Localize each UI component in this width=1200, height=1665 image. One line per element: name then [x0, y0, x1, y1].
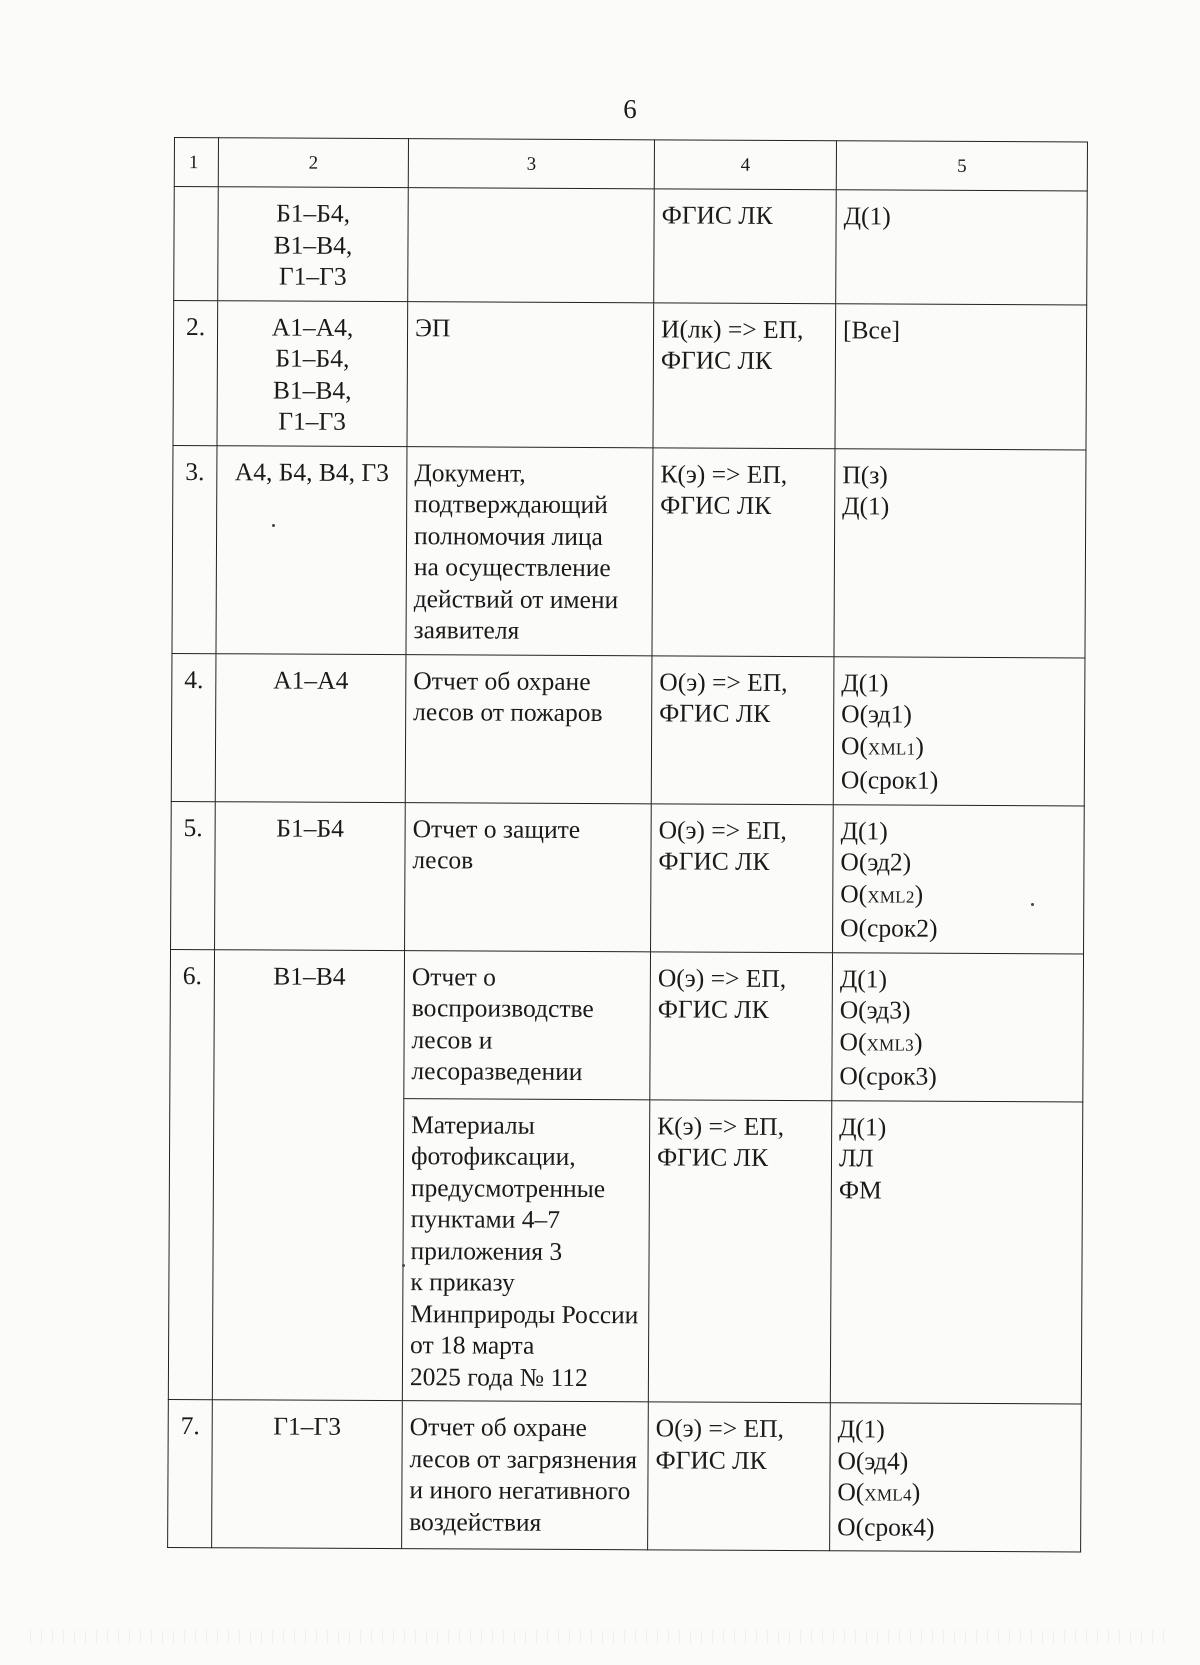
cell-line: О(срок3) — [839, 1061, 937, 1091]
cell-line: Минприроды России — [410, 1298, 639, 1329]
table-row — [171, 801, 1085, 953]
requirement-cell — [832, 952, 1084, 1101]
requirement-cell — [830, 1100, 1082, 1404]
cell-line: ФГИС ЛК — [655, 1444, 767, 1475]
cell-line: лесов и — [411, 1024, 493, 1055]
cell-line: заявителя — [413, 615, 520, 645]
cell-line: В1–В4, — [272, 374, 352, 405]
method-cell — [652, 447, 835, 656]
cell-line: О(э) => ЕП, — [655, 1413, 785, 1443]
text-fragment: ) — [913, 1027, 923, 1057]
table-row — [174, 187, 1088, 305]
requirements-table — [167, 137, 1088, 1552]
table-row — [171, 653, 1085, 805]
category-cell — [212, 949, 404, 1400]
method-cell — [648, 1402, 831, 1551]
cell-line: П(з) — [842, 459, 888, 489]
cell-line: Б1–Б4, — [276, 198, 351, 228]
cell-line: Д(1) — [842, 491, 890, 521]
cell-line: фотофиксации, — [410, 1141, 576, 1171]
category-cell — [215, 801, 406, 950]
document-cell — [407, 301, 654, 447]
cell-line: Д(1) — [839, 1111, 887, 1141]
requirement-cell — [834, 448, 1086, 657]
cell-line: А1–А4, — [271, 311, 354, 342]
cell-line — [840, 878, 1076, 914]
cell-line: Д(1) — [837, 1414, 885, 1444]
category-cell — [212, 1400, 403, 1549]
xml-subscript: XML4 — [864, 1485, 912, 1505]
xml-subscript: XML2 — [867, 886, 915, 907]
cell-line: ЛЛ — [838, 1143, 874, 1173]
cell-line: Отчет о защите — [412, 813, 581, 844]
cell-line: 2025 года № 112 — [409, 1361, 588, 1392]
cell-line: подтверждающий — [414, 489, 608, 520]
cell-line: Г1–Г3 — [273, 1411, 342, 1441]
cell-line: лесов от загрязнения — [409, 1443, 638, 1474]
document-cell — [405, 802, 652, 951]
cell-line: к приказу — [410, 1267, 515, 1297]
cell-line — [839, 1026, 1075, 1062]
method-cell — [653, 302, 836, 448]
row-number-cell: 6. — [168, 949, 214, 1400]
requirement-cell — [836, 190, 1088, 305]
cell-line: ФГИС ЛК — [657, 994, 769, 1024]
cell-line: ФГИС ЛК — [658, 846, 770, 876]
text-fragment: О( — [840, 878, 868, 908]
method-cell — [650, 951, 833, 1100]
cell-line: и иного негативного — [409, 1475, 631, 1506]
cell-line: ФГИС ЛК — [660, 345, 772, 375]
cell-line: ФГИС ЛК — [656, 1142, 769, 1172]
cell-line: ФМ — [838, 1174, 882, 1204]
cell-line: Г1–Г3 — [278, 261, 347, 291]
table-row — [170, 949, 1084, 1101]
cell-line — [837, 1476, 1073, 1512]
cell-line: О(эд4) — [837, 1445, 909, 1476]
requirement-cell — [830, 1403, 1082, 1552]
cell-line: действий от имени — [413, 583, 619, 614]
cell-line: О(э) => ЕП, — [658, 814, 787, 845]
cell-line: лесов от пожаров — [413, 697, 603, 728]
text-fragment: ) — [914, 879, 924, 909]
cell-line: предусмотренные — [410, 1172, 606, 1203]
cell-line: приложения 3 — [410, 1235, 563, 1266]
cell-line: К(э) => ЕП, — [660, 458, 788, 489]
document-cell — [402, 1098, 649, 1402]
cell-line — [841, 730, 1077, 766]
cell-line: Д(1) — [843, 201, 891, 231]
row-number-cell: 4. — [171, 653, 216, 801]
method-cell — [648, 1099, 831, 1402]
cell-line: лесов — [412, 845, 474, 875]
category-cell — [215, 653, 406, 802]
cell-line: ЭП — [415, 312, 451, 342]
row-number-cell: 7. — [168, 1399, 213, 1547]
document-cell — [404, 950, 651, 1099]
cell-line: Отчет об охране — [413, 665, 591, 696]
cell-line: О(срок4) — [837, 1511, 935, 1542]
header-cell: 3 — [408, 139, 654, 189]
cell-line: пунктами 4–7 — [410, 1204, 561, 1234]
xml-subscript: XML3 — [866, 1034, 915, 1055]
category-cell — [217, 300, 408, 446]
cell-line: О(эд3) — [839, 995, 911, 1025]
header-cell: 2 — [218, 138, 408, 188]
text-fragment: О( — [840, 730, 869, 760]
cell-line: полномочия лица — [413, 520, 603, 551]
cell-line: О(эд2) — [840, 847, 912, 877]
cell-line: ФГИС ЛК — [661, 200, 773, 230]
cell-line: ФГИС ЛК — [660, 490, 772, 520]
cell-line: [Все] — [842, 314, 901, 345]
text-fragment: О( — [839, 1026, 867, 1056]
cell-line: И(лк) => ЕП, — [660, 313, 804, 344]
header-cell: 4 — [654, 140, 836, 190]
cell-line: О(срок1) — [840, 765, 939, 795]
cell-line: Б1–Б4 — [276, 813, 344, 843]
document-cell — [408, 188, 655, 303]
header-cell: 1 — [174, 138, 218, 187]
table-row — [168, 1399, 1082, 1551]
scan-speck — [1031, 903, 1034, 906]
table-row — [173, 300, 1087, 449]
cell-line: ФГИС ЛК — [659, 698, 771, 728]
method-cell — [651, 803, 834, 952]
document-cell — [406, 446, 653, 655]
xml-subscript: XML1 — [867, 738, 916, 759]
cell-line: В1–В4 — [273, 960, 346, 991]
scan-noise — [30, 1630, 1170, 1644]
row-number-cell — [174, 187, 219, 301]
cell-line: О(э) => ЕП, — [659, 666, 788, 697]
cell-line: Г1–Г3 — [278, 406, 347, 436]
row-number-cell: 2. — [173, 300, 218, 445]
document-cell — [402, 1401, 649, 1550]
cell-line: А4, Б4, В4, Г3 — [234, 456, 389, 487]
cell-line: воздействия — [409, 1506, 542, 1537]
cell-line: Д(1) — [840, 815, 888, 845]
scan-speck — [272, 524, 275, 527]
scan-speck — [402, 1264, 405, 1267]
header-cell: 5 — [836, 141, 1087, 191]
cell-line: воспроизводстве — [411, 993, 594, 1024]
text-fragment: О( — [837, 1477, 865, 1507]
table-header-row — [174, 138, 1087, 191]
row-number-cell: 3. — [172, 445, 217, 653]
method-cell — [651, 655, 834, 804]
category-cell — [218, 187, 409, 301]
cell-line: Документ, — [414, 457, 526, 488]
text-fragment: ) — [911, 1477, 921, 1507]
cell-line: от 18 марта — [410, 1330, 535, 1360]
method-cell — [654, 189, 837, 303]
text-fragment: ) — [915, 731, 925, 761]
requirement-cell — [833, 804, 1085, 953]
page-number: 6 — [623, 94, 637, 124]
document-cell — [405, 654, 652, 803]
row-number-cell: 5. — [171, 801, 216, 949]
cell-line: лесоразведении — [411, 1056, 583, 1087]
requirement-cell — [835, 303, 1087, 449]
cell-line: Д(1) — [841, 667, 889, 697]
cell-line: Б1–Б4, — [275, 343, 350, 373]
requirement-cell — [833, 656, 1085, 805]
cell-line: Отчет об охране — [409, 1412, 587, 1443]
cell-line: О(э) => ЕП, — [657, 962, 787, 993]
cell-line: О(эд1) — [841, 699, 913, 729]
cell-line: К(э) => ЕП, — [657, 1110, 785, 1141]
cell-line: на осуществление — [413, 552, 611, 583]
cell-line: Материалы — [411, 1109, 535, 1140]
cell-line: Отчет о — [411, 961, 496, 992]
category-cell — [216, 445, 407, 654]
cell-line: А1–А4 — [273, 664, 349, 695]
cell-line: О(срок2) — [840, 913, 938, 943]
table-row — [172, 445, 1086, 657]
cell-line: В1–В4, — [273, 229, 353, 260]
cell-line: Д(1) — [839, 963, 888, 993]
